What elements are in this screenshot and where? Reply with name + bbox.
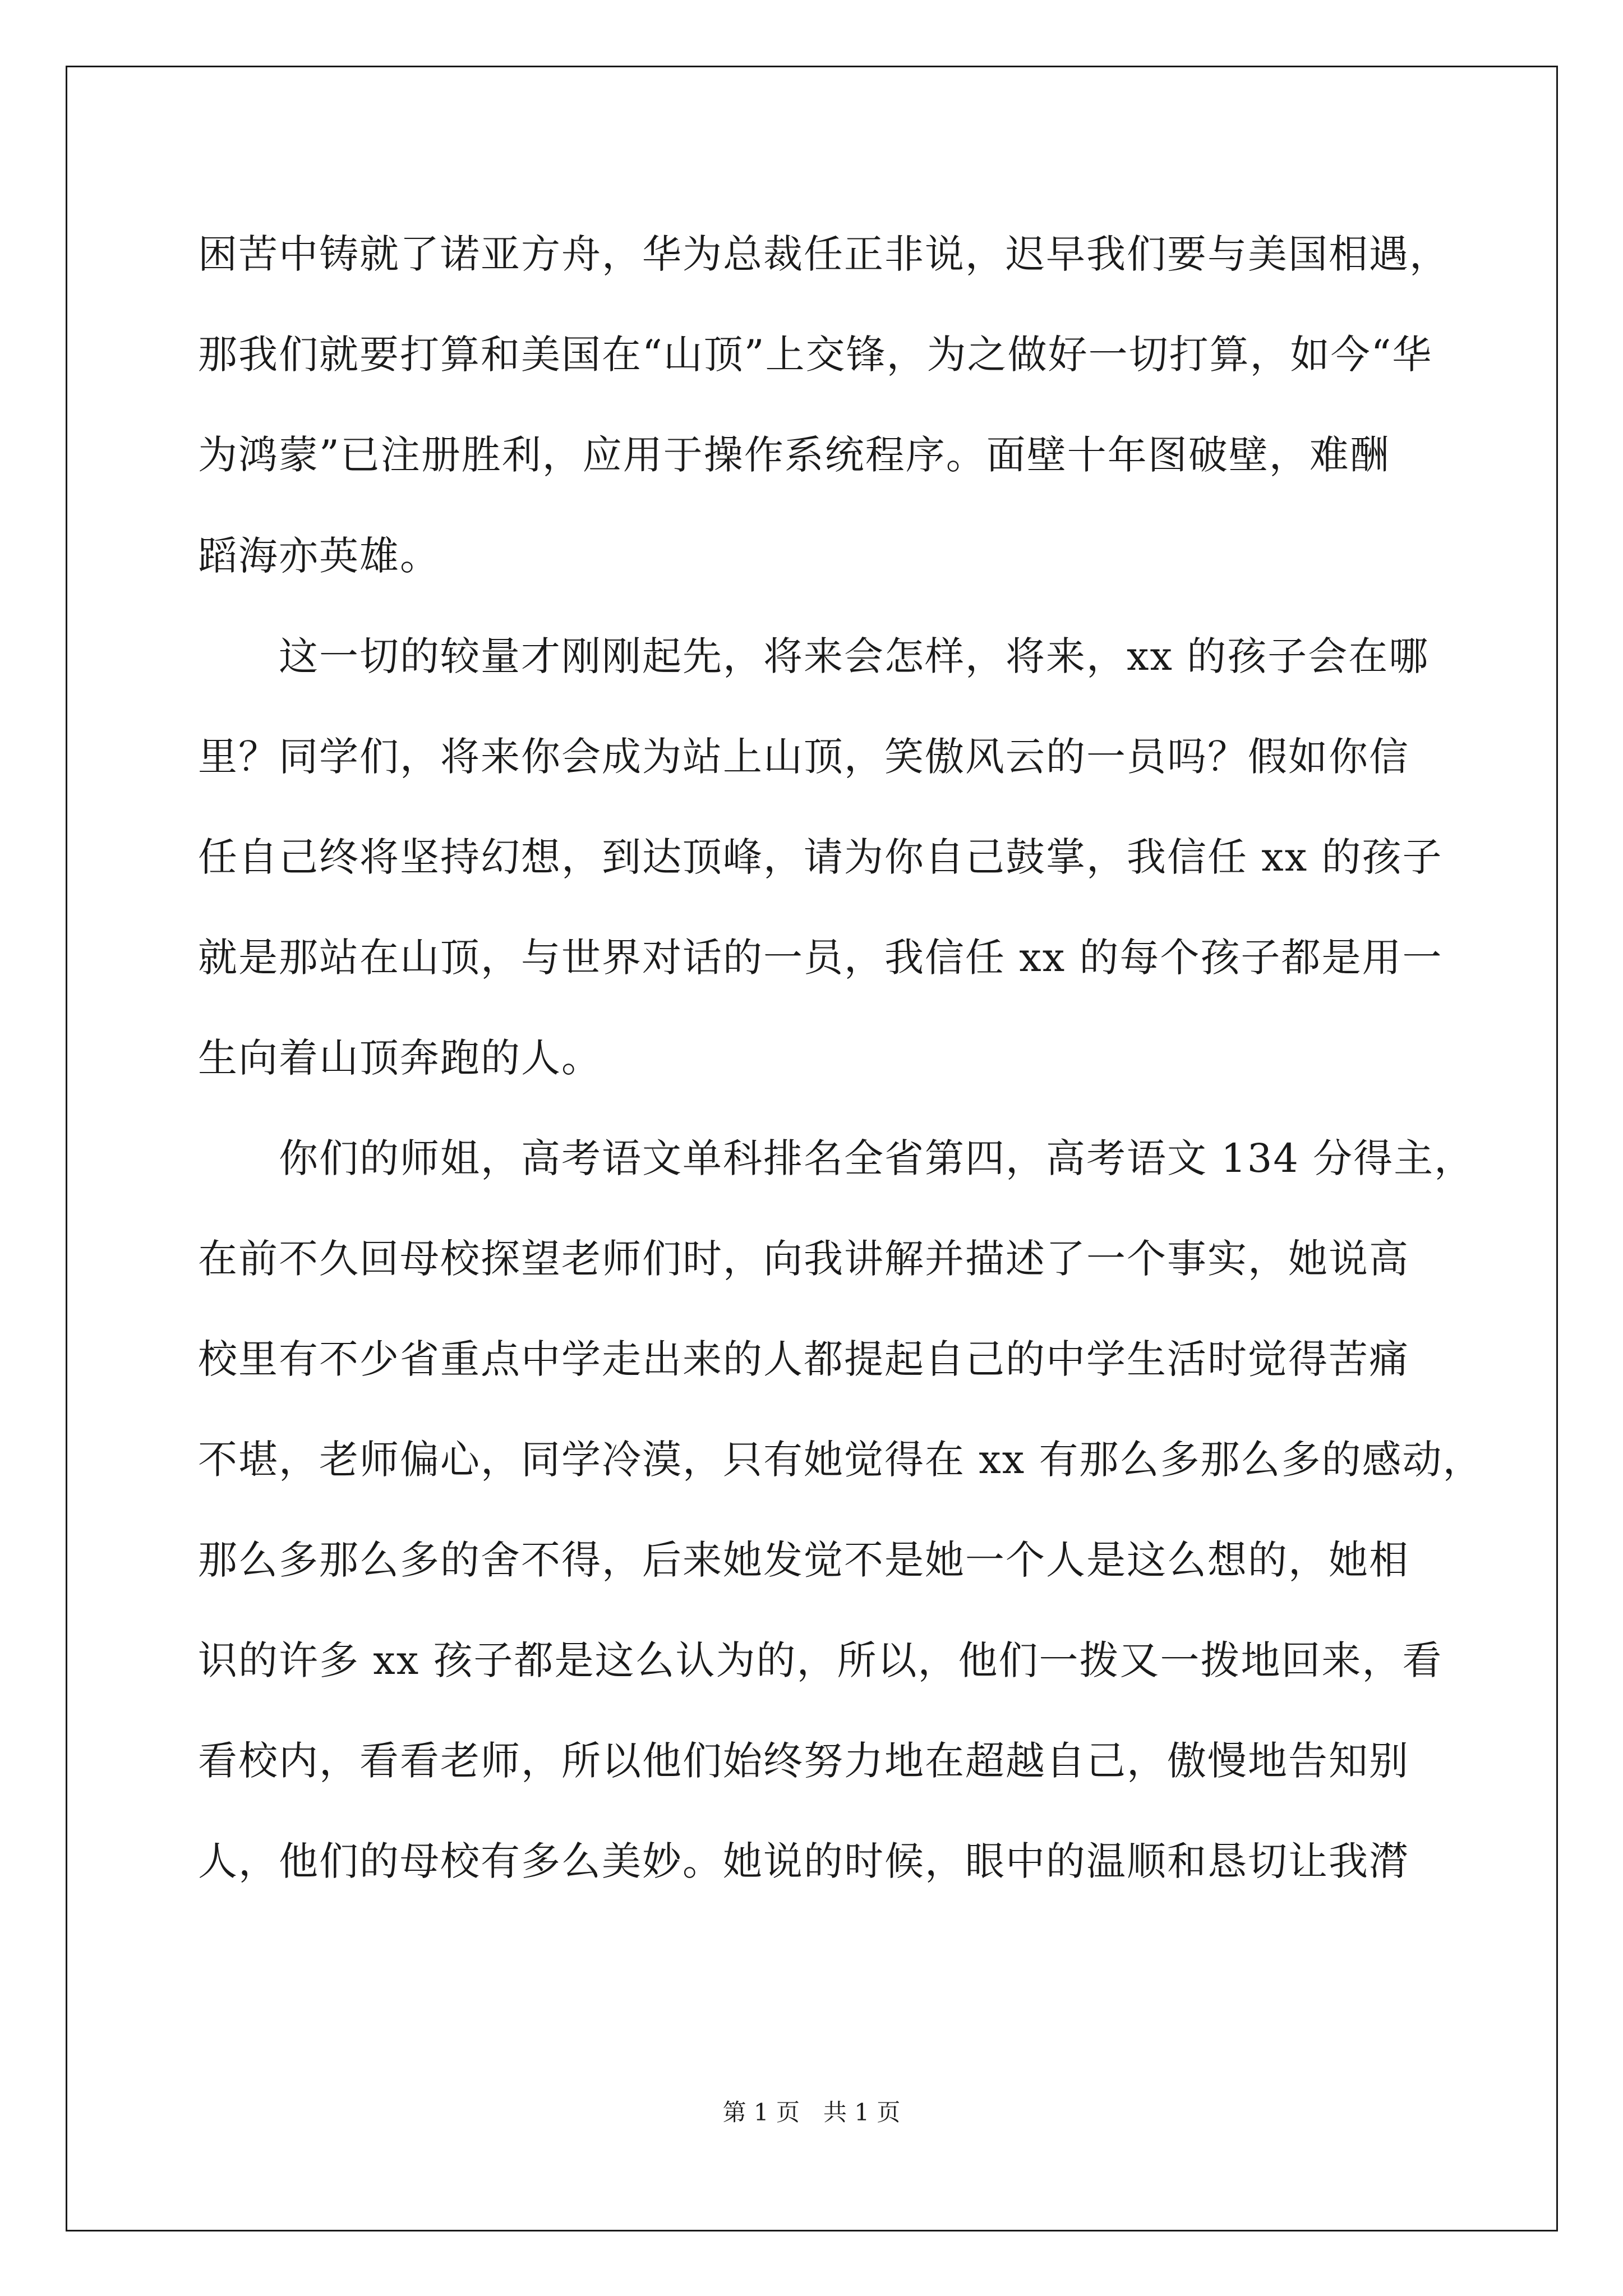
text-line: 不堪，老师偏心，同学冷漠，只有她觉得在 xx 有那么多那么多的感动，: [198, 1437, 1483, 1483]
text-line: 那么多那么多的舍不得，后来她发觉不是她一个人是这么想的，她相: [198, 1537, 1409, 1583]
text-line: 里？同学们，将来你会成为站上山顶，笑傲风云的一员吗？假如你信: [198, 734, 1409, 780]
text-line: 人，他们的母校有多么美妙。她说的时候，眼中的温顺和恳切让我潸: [198, 1838, 1409, 1884]
text-line: 校里有不少省重点中学走出来的人都提起自己的中学生活时觉得苦痛: [198, 1336, 1409, 1382]
text-line: 任自己终将坚持幻想，到达顶峰，请为你自己鼓掌，我信任 xx 的孩子: [198, 834, 1443, 880]
text-line: 在前不久回母校探望老师们时，向我讲解并描述了一个事实，她说高: [198, 1236, 1409, 1282]
text-line: 困苦中铸就了诺亚方舟，华为总裁任正非说，迟早我们要与美国相遇，: [198, 231, 1450, 277]
text-line: 蹈海亦英雄。: [198, 533, 440, 579]
text-line: 为鸿蒙”已注册胜利，应用于操作系统程序。面壁十年图破壁，难酬: [198, 432, 1390, 478]
text-line: 那我们就要打算和美国在“山顶”上交锋，为之做好一切打算，如今“华: [198, 332, 1433, 378]
text-line: 看校内，看看老师，所以他们始终努力地在超越自己，傲慢地告知别: [198, 1738, 1409, 1784]
page-footer: 第 1 页 共 1 页: [722, 2099, 901, 2126]
text-line: 就是那站在山顶，与世界对话的一员，我信任 xx 的每个孩子都是用一: [198, 935, 1443, 981]
text-line: 生向着山顶奔跑的人。: [198, 1035, 602, 1081]
text-line: 这一切的较量才刚刚起先，将来会怎样，将来，xx 的孩子会在哪: [198, 633, 1430, 679]
text-line: 识的许多 xx 孩子都是这么认为的，所以，他们一拨又一拨地回来，看: [198, 1637, 1443, 1683]
text-line: 你们的师姐，高考语文单科排名全省第四，高考语文 134 分得主，: [198, 1135, 1475, 1181]
